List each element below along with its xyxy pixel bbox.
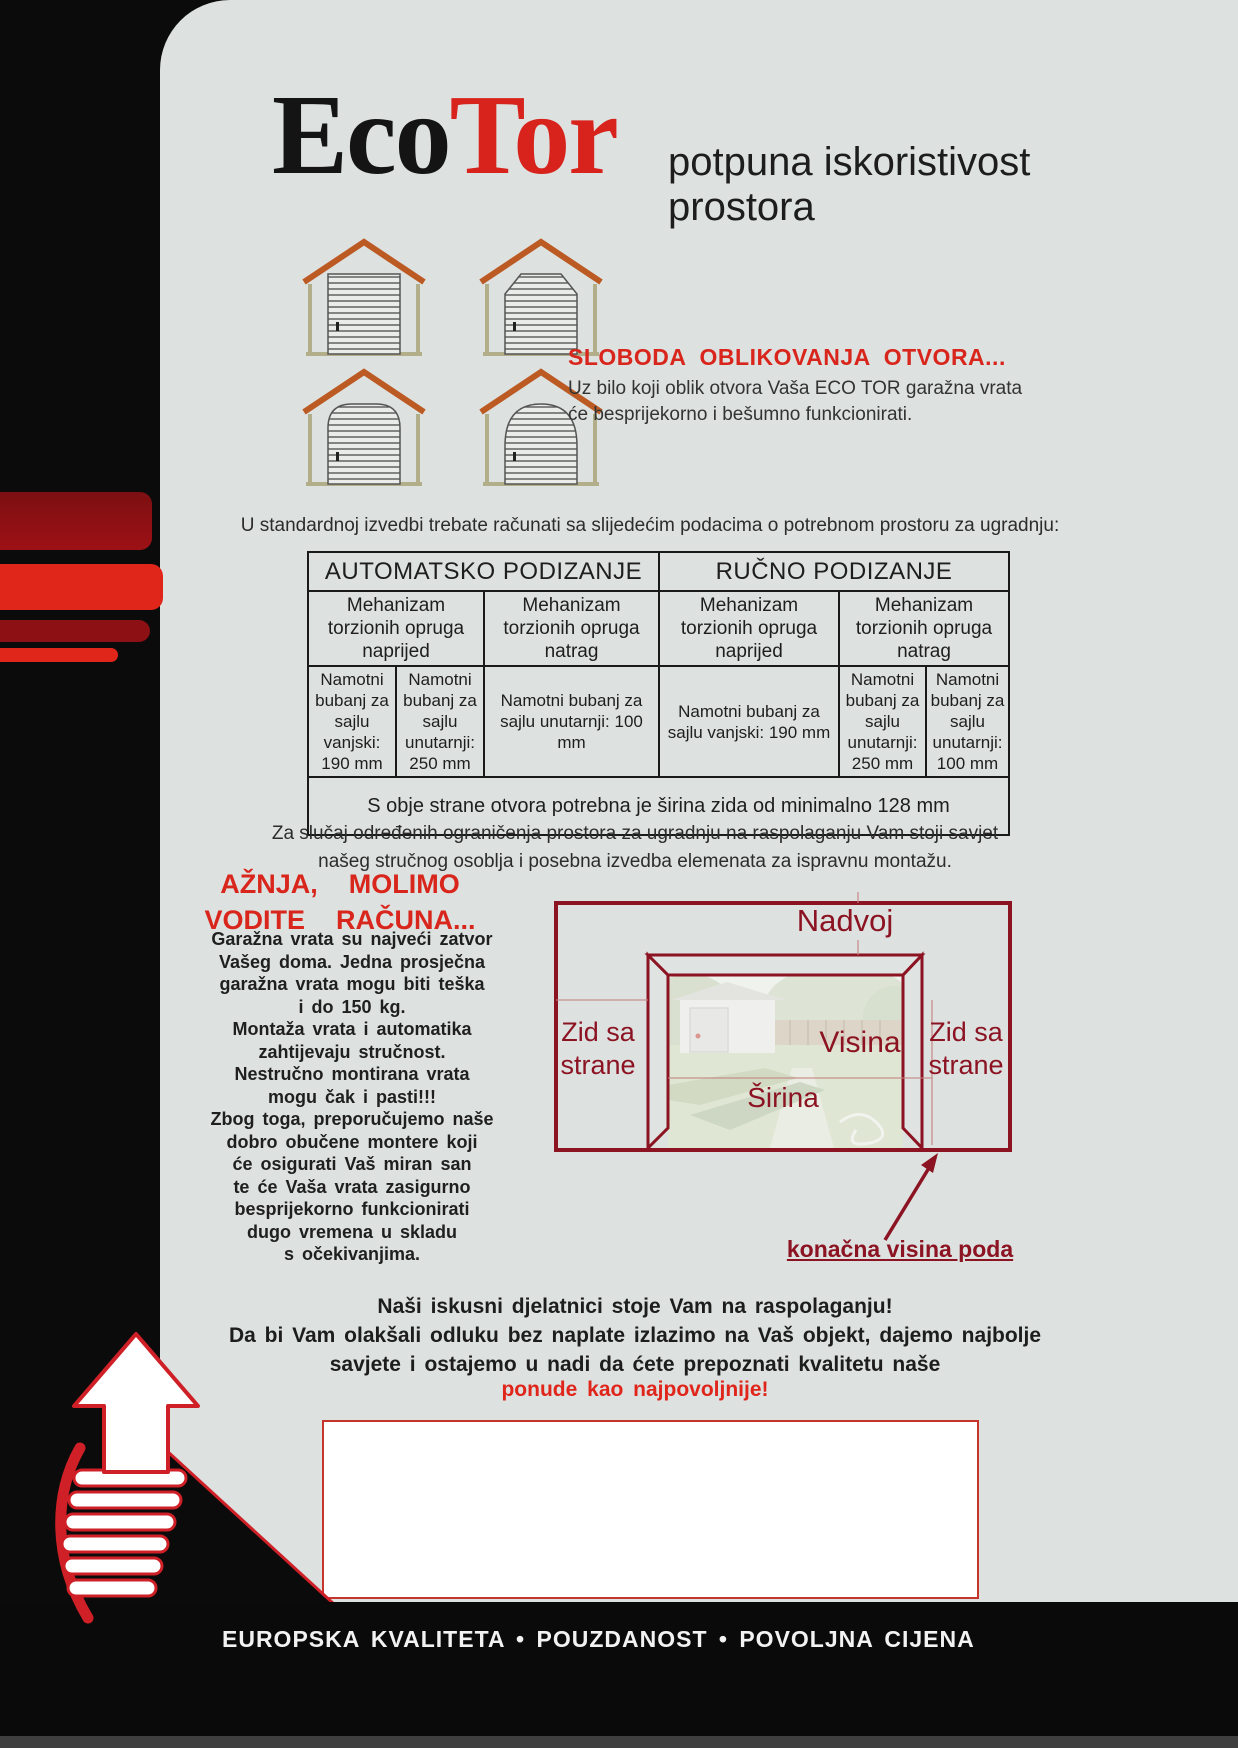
chamfered-door-icon	[477, 236, 605, 358]
brand-logo	[272, 71, 617, 198]
dimension-table	[307, 551, 1008, 836]
table-header-manual: RUČNO PODIZANJE	[659, 552, 1009, 591]
frame-left-jamb	[648, 955, 668, 1148]
label-height: Visina	[819, 1026, 901, 1059]
table-cell: Namotni bubanj za sajlu unutarnji: 250 mm	[396, 666, 484, 777]
closing-highlight: ponude kao najpovoljnije!	[501, 1378, 769, 1401]
up-arrow-logo	[52, 1318, 227, 1638]
footer-bottom-strip	[0, 1736, 1238, 1748]
table-subheader: Mehanizam torzionih opruga naprijed	[308, 591, 484, 666]
table-subheader: Mehanizam torzionih opruga naprijed	[659, 591, 839, 666]
label-lintel: Nadvoj	[796, 903, 894, 938]
brand-logo-eco: Eco	[272, 71, 450, 198]
logo-slats	[62, 1470, 186, 1596]
closing-paragraph: Naši iskusni djelatnici stoje Vam na raspolaganju! Da bi Vam olakšali odluku bez naplate izlazimo na Vaš objekt, dajemo najbolje savjete i ostajemo u nadi da ćete prepoznati kvalitetu naše	[228, 1295, 1042, 1376]
warning-paragraph: Garažna vrata su najveći zatvor Vašeg doma. Jedna prosječna garažna vrata mogu biti teška i do 150 kg. Montaža vrata i automatika zahtijevaju stručnost. Nestručno montirana vrata mogu čak i pasti!!! Zbog toga, preporučujemo naše dobro obučene montere koji će osigurati Vaš miran san te će Vaša vrata zasigurno besprijekorno funkcionirati dugo vremena u skladu s očekivanjima.	[210, 929, 494, 1264]
freedom-heading: SLOBODA OBLIKOVANJA OTVORA...	[568, 344, 1006, 370]
frame-lintel	[648, 955, 922, 975]
label-width: Širina	[747, 1082, 819, 1113]
standard-note: U standardnoj izvedbi trebate računati sa slijedećim podacima o potrebnom prostoru za ugradnju:	[240, 515, 1060, 536]
table-footer-note: S obje strane otvora potrebna je širina zida od minimalno 128 mm	[308, 777, 1009, 835]
space-limitation-note: Za slučaj određenih ograničenja prostora za ugradnju na raspolaganju Vam stoji savjet našeg stručnog osoblja i posebna izvedba elemenata za ispravnu montažu.	[271, 823, 999, 872]
table-header-auto: AUTOMATSKO PODIZANJE	[308, 552, 659, 591]
left-band-stripe-dark-2	[0, 620, 150, 642]
round-top-door-icon	[300, 366, 428, 488]
table-subheader: Mehanizam torzionih opruga natrag	[484, 591, 659, 666]
contact-box	[322, 1420, 979, 1599]
table-cell: Namotni bubanj za sajlu vanjski: 190 mm	[308, 666, 396, 777]
left-band-stripe-bright-1	[0, 564, 163, 610]
brand-tagline: potpuna iskoristivost prostora	[668, 140, 1031, 229]
left-band-stripe-bright-2	[0, 648, 118, 662]
logo-arrow	[74, 1334, 198, 1472]
table-cell: Namotni bubanj za sajlu vanjski: 190 mm	[659, 666, 839, 777]
rectangular-door-icon	[300, 236, 428, 358]
footer-slogan: EUROPSKA KVALITETA • POUZDANOST • POVOLJNA CIJENA	[222, 1626, 975, 1652]
label-final-floor-level: konačna visina poda	[786, 1236, 1014, 1262]
freedom-body: Uz bilo koji oblik otvora Vaša ECO TOR garažna vrata će besprijekorno i bešumno funkcionirati.	[568, 378, 1023, 425]
table-cell: Namotni bubanj za sajlu unutarnji: 250 mm	[839, 666, 926, 777]
table-subheader: Mehanizam torzionih opruga natrag	[839, 591, 1009, 666]
floor-arrow	[885, 1153, 938, 1240]
label-side-wall-left: Zid sa strane	[560, 1017, 636, 1080]
table-cell: Namotni bubanj za sajlu unutarnji: 100 mm	[484, 666, 659, 777]
table-cell: Namotni bubanj za sajlu unutarnji: 100 mm	[926, 666, 1009, 777]
left-band-stripe-dark-1	[0, 492, 152, 550]
brand-logo-tor: Tor	[449, 71, 617, 198]
warning-title: AŽNJA, MOLIMO VODITE RAČUNA...	[204, 869, 476, 935]
label-side-wall-right: Zid sa strane	[928, 1017, 1004, 1080]
